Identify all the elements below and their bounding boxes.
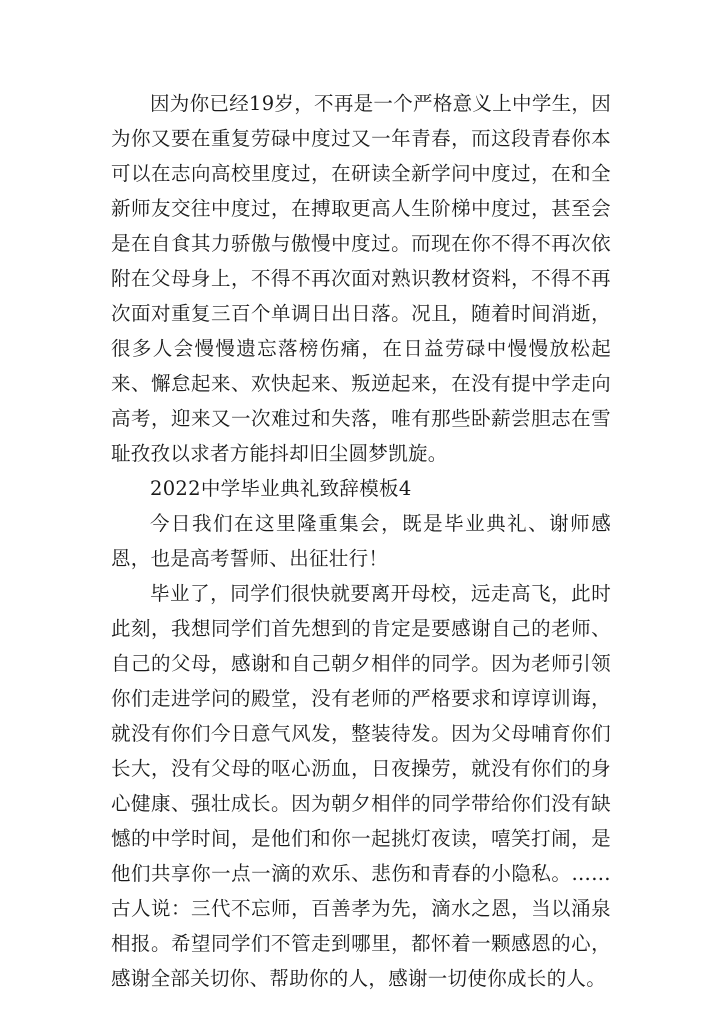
paragraph-repeat-year: 因为你已经19岁，不再是一个严格意义上中学生，因为你又要在重复劳碌中度过又一年青春，而这段青春你本可以在志向高校里度过，在研读全新学问中度过，在和全新师友交往中度过，在搏取更高人生阶梯中度过，甚至会是在自食其力骄傲与傲慢中度过。而现在你不得不再次依附在父母身上，不得不再次面对熟识教材资料，不得不再次面对重复三百个单调日出日落。况且，随着时间消逝，很多人会慢慢遗忘落榜伤痛，在日益劳碌中慢慢放松起来、懈怠起来、欢快起来、叛逆起来，在没有提中学走向高考，迎来又一次难过和失落，唯有那些卧薪尝胆志在雪耻孜孜以求者方能抖却旧尘圆梦凯旋。 bbox=[111, 92, 612, 465]
section-heading: 2022中学毕业典礼致辞模板4 bbox=[150, 477, 412, 500]
paragraph-gathering: 今日我们在这里隆重集会，既是毕业典礼、谢师感恩，也是高考誓师、出征壮行！ bbox=[111, 512, 611, 570]
document-body bbox=[111, 86, 611, 996]
paragraph-gratitude: 毕业了，同学们很快就要离开母校，远走高飞，此时此刻，我想同学们首先想到的肯定是要感谢自己的老师、自己的父母，感谢和自己朝夕相伴的同学。因为老师引领你们走进学问的殿堂，没有老师的严格要求和谆谆训诲，就没有你们今日意气风发，整装待发。因为父母哺育你们长大，没有父母的呕心沥血，日夜操劳，就没有你们的身心健康、强壮成长。因为朝夕相伴的同学带给你们没有缺憾的中学时间，是他们和你一起挑灯夜读，嘻笑打闹，是他们共享你一点一滴的欢乐、悲伤和青春的小隐私。……古人说：三代不忘师，百善孝为先，滴水之恩，当以涌泉相报。希望同学们不管走到哪里，都怀着一颗感恩的心，感谢全部关切你、帮助你的人，感谢一切使你成长的人。 bbox=[111, 582, 611, 990]
